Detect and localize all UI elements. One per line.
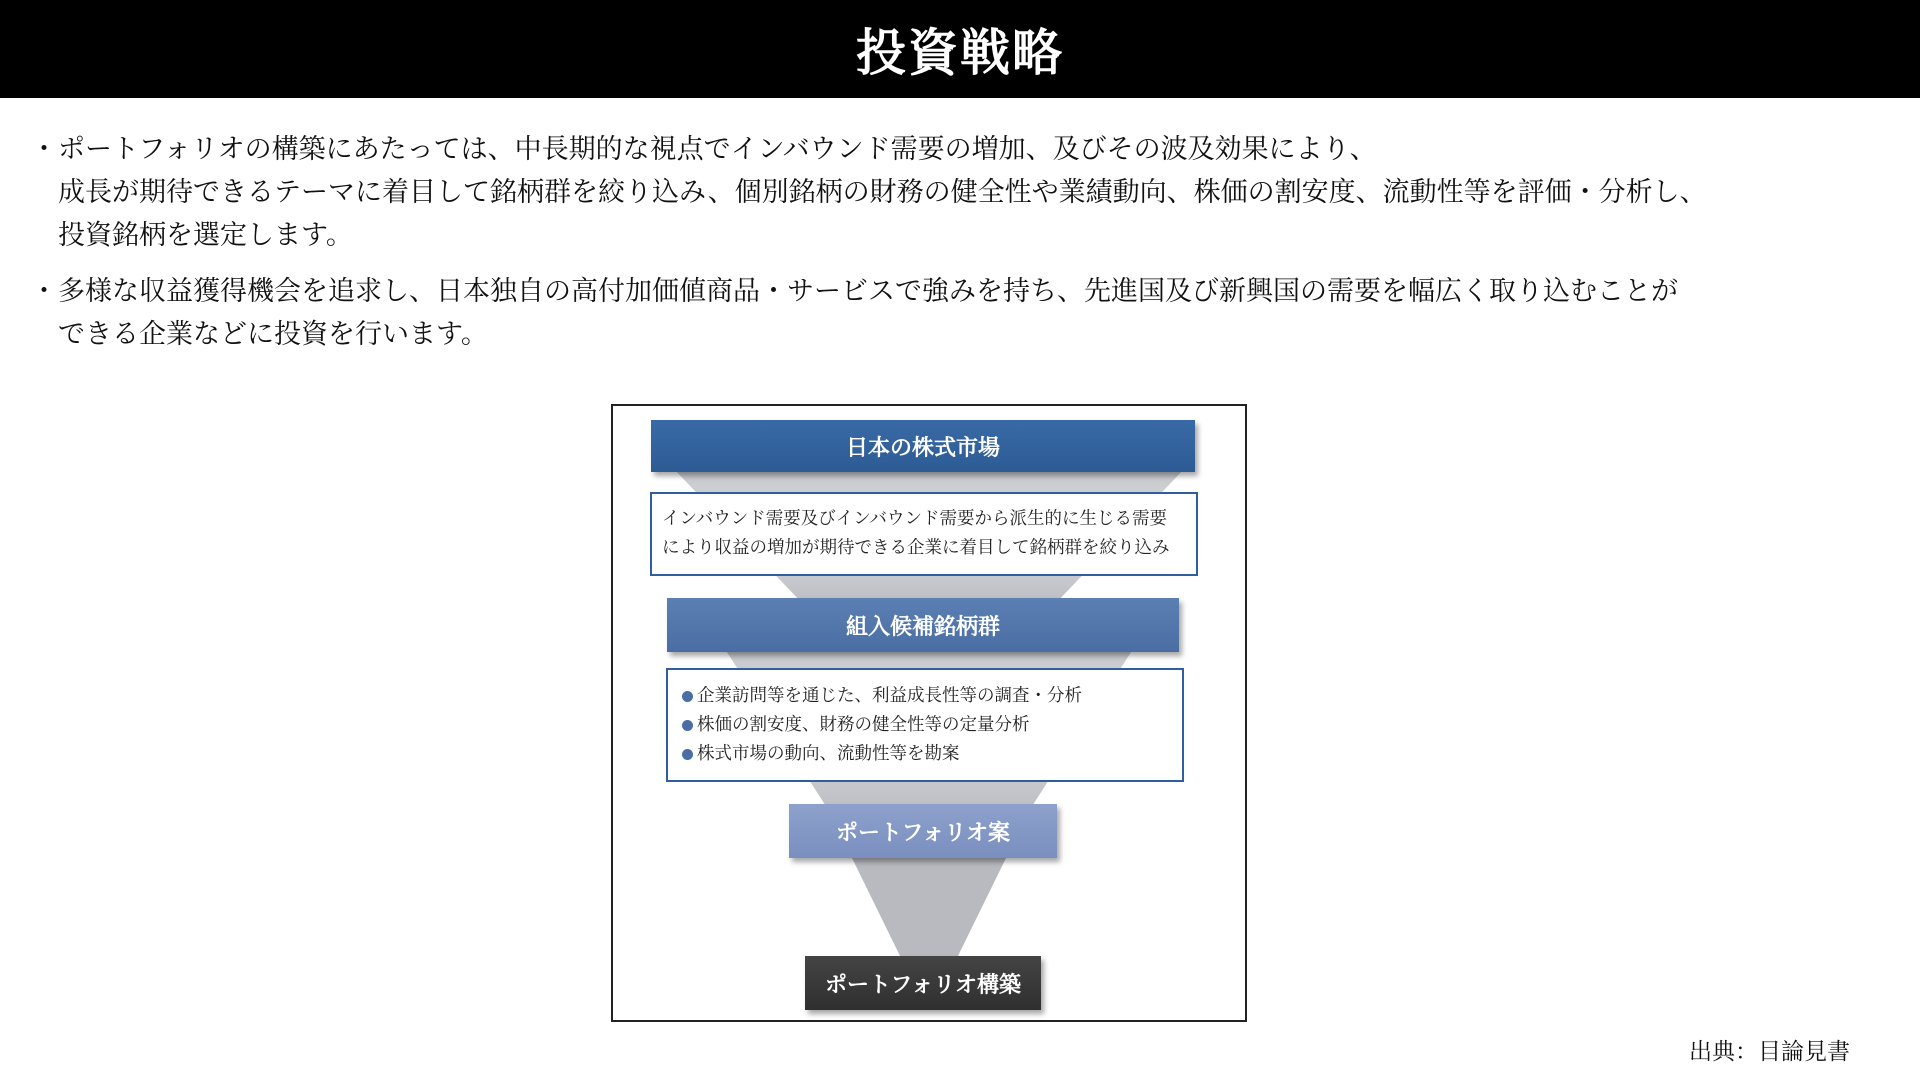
bullet-dot-icon (682, 749, 693, 760)
bullet-item (30, 128, 1900, 257)
bullet-item (30, 270, 1900, 356)
bullet-line: 多様な収益獲得機会を追求し、日本独自の高付加価値商品・サービスで強みを持ち、先進国及び新興国の需要を幅広く取り込むことが (58, 276, 1678, 307)
bullet-text (58, 270, 1678, 356)
funnel-segment (851, 856, 1007, 962)
analysis-item (682, 740, 1182, 769)
bullet-dot-icon (682, 720, 693, 731)
bullet-line: 成長が期待できるテーマに着目して銘柄群を絞り込み、個別銘柄の財務の健全性や業績動向、株価の割安度、流動性等を評価・分析し、 (58, 177, 1707, 208)
bullet-text (58, 128, 1707, 257)
analysis-item-text: 株価の割安度、財務の健全性等の定量分析 (697, 714, 1030, 735)
funnel-diagram (611, 404, 1247, 1022)
bullet-mark: ・ (30, 134, 58, 165)
bullet-line: ポートフォリオの構築にあたっては、中長期的な視点でインバウンド需要の増加、及びその波及効果により、 (58, 134, 1377, 165)
source-note: 出典：目論見書 (1689, 1039, 1850, 1065)
analysis-item (682, 682, 1182, 711)
page-title: 投資戦略 (856, 24, 1064, 82)
stage-candidate-stocks: 組入候補銘柄群 (667, 598, 1179, 652)
box-line: により収益の増加が期待できる企業に着目して銘柄群を絞り込み (662, 538, 1170, 558)
stage-portfolio-construction: ポートフォリオ構築 (805, 956, 1041, 1010)
analysis-item (682, 711, 1182, 740)
bullet-dot-icon (682, 691, 693, 702)
stage-japan-stock-market: 日本の株式市場 (651, 420, 1195, 472)
stage-portfolio-draft: ポートフォリオ案 (789, 804, 1057, 858)
header-bar (0, 0, 1920, 98)
analysis-item-text: 企業訪問等を通じた、利益成長性等の調査・分析 (697, 685, 1082, 706)
bullet-line: 投資銘柄を選定します。 (58, 220, 353, 251)
bullet-line: できる企業などに投資を行います。 (58, 319, 488, 350)
bullet-mark: ・ (30, 276, 58, 307)
screening-description-box (650, 492, 1198, 576)
bullet-list (30, 128, 1900, 369)
analysis-item-text: 株式市場の動向、流動性等を勘案 (697, 743, 960, 764)
box-line: インバウンド需要及びインバウンド需要から派生的に生じる需要 (662, 509, 1168, 529)
analysis-box (666, 668, 1184, 782)
